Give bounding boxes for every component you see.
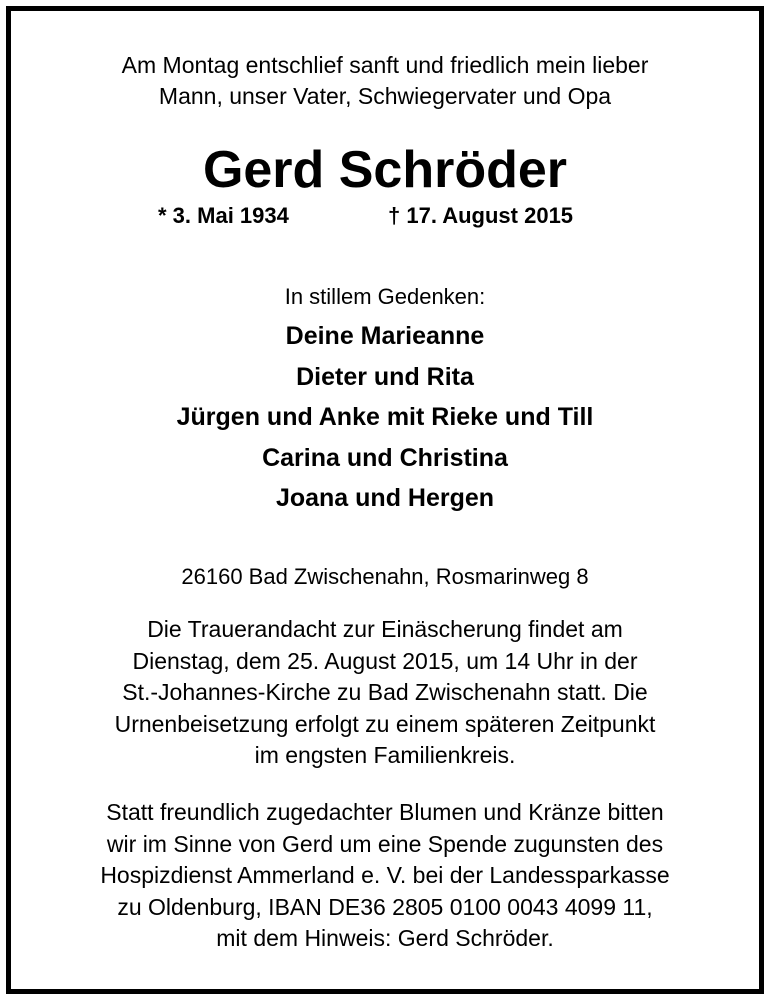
mourner-entry: Deine Marieanne [285,322,485,350]
service-line: Urnenbeisetzung erfolgt zu einem späteren Zeitpunkt [114,710,656,737]
service-announcement [0,614,770,772]
service-line: Die Trauerandacht zur Einäscherung findet am [147,616,623,642]
mourner-entry: Dieter und Rita [296,362,474,391]
death-date: † 17. August 2015 [388,203,574,228]
family-address: 26160 Bad Zwischenahn, Rosmarinweg 8 [181,564,589,589]
service-line: im engsten Familienkreis. [254,742,516,768]
intro-text [0,50,770,112]
donation-line: Hospizdienst Ammerland e. V. bei der Landessparkasse [100,862,670,888]
mourners-list [0,316,770,519]
donation-line: zu Oldenburg, IBAN DE36 2805 0100 0043 4099 11, [117,893,653,920]
intro-line: Am Montag entschlief sanft und friedlich mein lieber [121,52,649,78]
donation-line: Statt freundlich zugedachter Blumen und Kränze bitten [106,799,664,825]
mourner-entry: Joana und Hergen [275,484,495,512]
deceased-name: Gerd Schröder [202,141,568,199]
donation-line: mit dem Hinweis: Gerd Schröder. [216,925,554,951]
birth-date: * 3. Mai 1934 [158,203,289,228]
intro-line: Mann, unser Vater, Schwiegervater und Opa [158,83,612,109]
memory-heading: In stillem Gedenken: [284,284,486,309]
donation-request [0,797,770,955]
service-line: Dienstag, dem 25. August 2015, um 14 Uhr in der [132,647,638,674]
mourner-entry: Jürgen und Anke mit Rieke und Till [176,403,594,431]
donation-line: wir im Sinne von Gerd um eine Spende zugunsten des [106,830,664,857]
mourner-entry: Carina und Christina [262,443,508,472]
service-line: St.-Johannes-Kirche zu Bad Zwischenahn statt. Die [122,679,648,705]
